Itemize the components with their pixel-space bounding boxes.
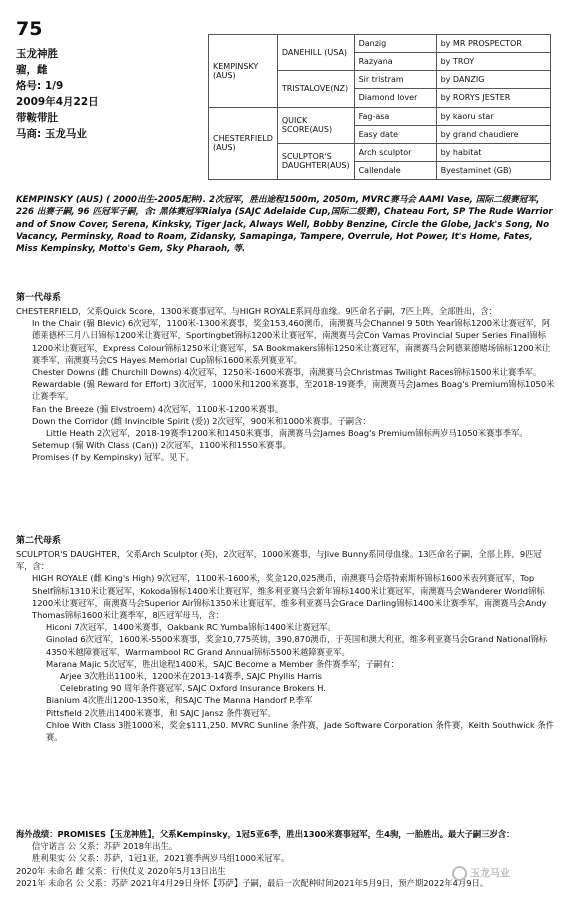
pedigree-sire-sire: DANEHILL (USA) bbox=[277, 35, 354, 71]
pedigree-g3-name: Arch sculptor bbox=[354, 143, 436, 161]
pedigree-table bbox=[208, 34, 551, 180]
overseas-summary: 海外战绩：PROMISES【玉龙神胜】，父系Kempinsky，1冠5亚6季，胜出1300米赛事冠军，生4驹，一胎胜出。最大子嗣三岁含： bbox=[16, 829, 515, 839]
pedigree-g3-sire: Byestaminet (GB) bbox=[436, 161, 550, 179]
lot-number: 75 bbox=[16, 18, 43, 40]
watermark-text: 玉龙马业 bbox=[470, 868, 510, 880]
progeny-entry: Promises (f by Kempinsky) 冠军。见下。 bbox=[32, 452, 194, 463]
pedigree-sire: KEMPINSKY (AUS) bbox=[209, 35, 278, 108]
great-grand-progeny-entry: Celebrating 90 周年条件赛冠军, SAJC Oxford Insurance Brokers H. bbox=[60, 683, 326, 694]
dam-paragraph: CHESTERFIELD，父系Quick Score，1300米赛事冠军。与HIGH ROYALE系同母血缘。9匹命名子嗣，7匹上阵，全部胜出，含： bbox=[16, 306, 497, 316]
offspring-entry: 2020年 未命名 雌 父系：行侠仗义 2020年5月13日出生 bbox=[16, 865, 226, 876]
pedigree-sire-dam: TRISTALOVE(NZ) bbox=[277, 71, 354, 107]
pedigree-g3-sire: by grand chaudiere bbox=[436, 125, 550, 143]
horse-sex: 骝，雌 bbox=[16, 64, 48, 76]
offspring-entry: 信守诺言 公 父系：苏萨 2018年出生。 bbox=[32, 841, 178, 852]
first-dam-section bbox=[16, 292, 556, 464]
pedigree-g3-sire: by DANZIG bbox=[436, 71, 550, 89]
grand-progeny-entry: Chloe With Class 3胜1000米，奖金$111,250. MVRC Sunline 条件赛，Jade Software Corporation 条件赛，Keith Southwick 条件赛。 bbox=[46, 719, 555, 743]
grand-progeny-entry: Pittsfield 2次胜出1400米赛事，和 SAJC Jansz 条件赛冠军。 bbox=[46, 707, 276, 718]
first-dam-title: 第一代母系 bbox=[16, 293, 62, 303]
pedigree-g3-name: Callendale bbox=[354, 161, 436, 179]
vendor: 马商: 玉龙马业 bbox=[16, 128, 87, 140]
pedigree-g3-sire: by kaoru star bbox=[436, 107, 550, 125]
progeny-entry: In the Chair (骟 Blevic) 6次冠军，1100米-1300米赛事，奖金153,460澳币，南澳赛马会Channel 9 50th Year锦标1200米让赛冠军，阿德莱德杯三月八日锦标1200米让赛冠军，Sportingbet锦标1200米让赛冠军，南澳赛马会Con Vamas Provincial Super Series Final锦标1200米让赛冠军，Express Colour锦标1250米让赛冠军，SA Bookmakers锦标1250米让赛冠军，南澳赛马会阿德莱德赌场锦标1200米让赛季军，南澳赛马会CS Hayes Memorial Cup锦标1600米系列赛亚军。 bbox=[32, 318, 551, 365]
pedigree-dam-dam: SCULPTOR'S DAUGHTER(AUS) bbox=[277, 143, 354, 179]
birth-date: 2009年4月22日 bbox=[16, 96, 99, 108]
grand-progeny-entry: Little Heath 2次冠军，2018-19赛季1200米和1450米赛事，南澳赛马会James Boag's Premium锦标两岁马1050米赛事季军。 bbox=[46, 428, 528, 439]
pedigree-dam: CHESTERFIELD (AUS) bbox=[209, 107, 278, 180]
watermark bbox=[452, 866, 510, 881]
progeny-entry: Down the Corridor (雌 Invincible Spirit (爱)) 2次冠军，900米和1000米赛事。子嗣含： bbox=[32, 415, 371, 426]
pedigree-g3-name: Fag-asa bbox=[354, 107, 436, 125]
grand-progeny-entry: Marana Majic 5次冠军，胜出途程1400米，SAJC Become a Member 条件赛季军，子嗣有： bbox=[46, 658, 399, 669]
brand-number: 烙号: 1/9 bbox=[16, 80, 64, 92]
second-dam-section bbox=[16, 535, 556, 743]
pedigree-g3-sire: by TROY bbox=[436, 53, 550, 71]
progeny-entry: Setemup (骟 With Class (Can)) 2次冠军，1100米和1550米赛事。 bbox=[32, 440, 292, 451]
offspring-entry: 胜利果实 公 父系：苏萨，1冠1亚，2021赛季两岁马组1000米冠军。 bbox=[32, 853, 290, 864]
lot-header bbox=[16, 18, 99, 142]
offspring-entry: 2021年 未命名 公 父系：苏萨 2021年4月29日身怀【苏萨】子嗣，最后一次配种时间2021年5月9日，预产期2022年4月9日。 bbox=[16, 877, 489, 888]
progeny-entry: Fan the Breeze (骟 Elvstroem) 4次冠军，1100米-1200米赛事。 bbox=[32, 403, 284, 414]
grand-progeny-entry: Ginolad 6次冠军，1600米-5500米赛事，奖金10,775英镑，390,870澳币，于英国和澳大利亚，维多利亚赛马会Grand National锦标4350米越障赛冠军，Warrnambool RC Grand Annual锦标5500米越障赛亚军。 bbox=[46, 634, 548, 657]
pedigree-g3-sire: by habitat bbox=[436, 143, 550, 161]
progeny-entry: HIGH ROYALE (雌 King's High) 9次冠军，1100米-1600米，奖金120,025澳币，南澳赛马会塔特索斯杯锦标1600米表列赛冠军，Top Shelf锦标1310米让赛冠军，Kokoda锦标1400米让赛冠军，维多利亚赛马会新年锦标1400米让赛冠军，南澳赛马会Wanderer World锦标1200米让赛冠军，南澳赛马会Superior Air锦标1350米让赛冠军，维多利亚赛马会Grace Darling锦标1400米让赛季军，南澳赛马会Andy Thomas锦标1600米让赛季军，8匹冠军母马，含： bbox=[32, 573, 547, 621]
pedigree-g3-sire: by RORYS JESTER bbox=[436, 89, 550, 107]
pedigree-g3-name: Danzig bbox=[354, 35, 436, 53]
horse-name: 玉龙神胜 bbox=[16, 48, 58, 60]
pedigree-g3-sire: by MR PROSPECTOR bbox=[436, 35, 550, 53]
dam-paragraph: SCULPTOR'S DAUGHTER，父系Arch Sculptor (英)，2次冠军，1000米赛事，与Jive Bunny系同母血缘。13匹命名子嗣，全部上阵，9匹冠军，含： bbox=[16, 549, 542, 572]
pedigree-g3-name: Razyana bbox=[354, 53, 436, 71]
grand-progeny-entry: Hiconi 7次冠军，1400米赛事，Oakbank RC Yumba锦标1400米让赛冠军。 bbox=[46, 622, 336, 633]
sire-summary: KEMPINSKY (AUS) ( 2000出生-2005配种). 2次冠军，胜出途程1500m, 2050m, MVRC赛马会 AAMI Vase, 国际二级赛冠军, 226 出赛子嗣, 96 匹冠军子嗣，含: 黑体赛冠军Rialya (SAJC Adelaide Cup,国际二级赛), Chateau Fort, SP The Rude Warrior and of Snow Cover, Serena, Kinksky, Tiger Jack, Always Well, Bobby Benzine, Circle the Globe, Jack's Song, No Vacancy, Perminsky, Road to Roam, Zidansky, Samapinga, Tampere, Overrule, Hot Power, It's Home, Fates, Miss Kempinsky, Motto's Gem, Sky Pharaoh, 等. bbox=[16, 195, 553, 255]
tack-note: 带鞍带肚 bbox=[16, 112, 58, 124]
pedigree-g3-name: Diamond lover bbox=[354, 89, 436, 107]
great-grand-progeny-entry: Arjee 3次胜出1100米，1200米在2013-14赛季, SAJC Phyllis Harris bbox=[60, 671, 323, 682]
pedigree-g3-name: Easy date bbox=[354, 125, 436, 143]
pedigree-dam-sire: QUICK SCORE(AUS) bbox=[277, 107, 354, 143]
progeny-entry: Rewardable (骟 Reward for Effort) 3次冠军，1000米和1200米赛事，至2018-19赛季，南澳赛马会James Boag's Premium锦标1050米让赛季军。 bbox=[32, 379, 555, 402]
pedigree-g3-name: Sir tristram bbox=[354, 71, 436, 89]
grand-progeny-entry: Bianium 4次胜出1200-1350米，和SAJC The Manna Handorf P.季军 bbox=[46, 695, 313, 706]
progeny-entry: Chester Downs (雌 Churchill Downs) 4次冠军，1250米-1600米赛事，南澳赛马会Christmas Twilight Races锦标1500米让赛季军。 bbox=[32, 367, 542, 378]
watermark-logo-icon bbox=[452, 866, 467, 881]
second-dam-title: 第二代母系 bbox=[16, 536, 62, 546]
